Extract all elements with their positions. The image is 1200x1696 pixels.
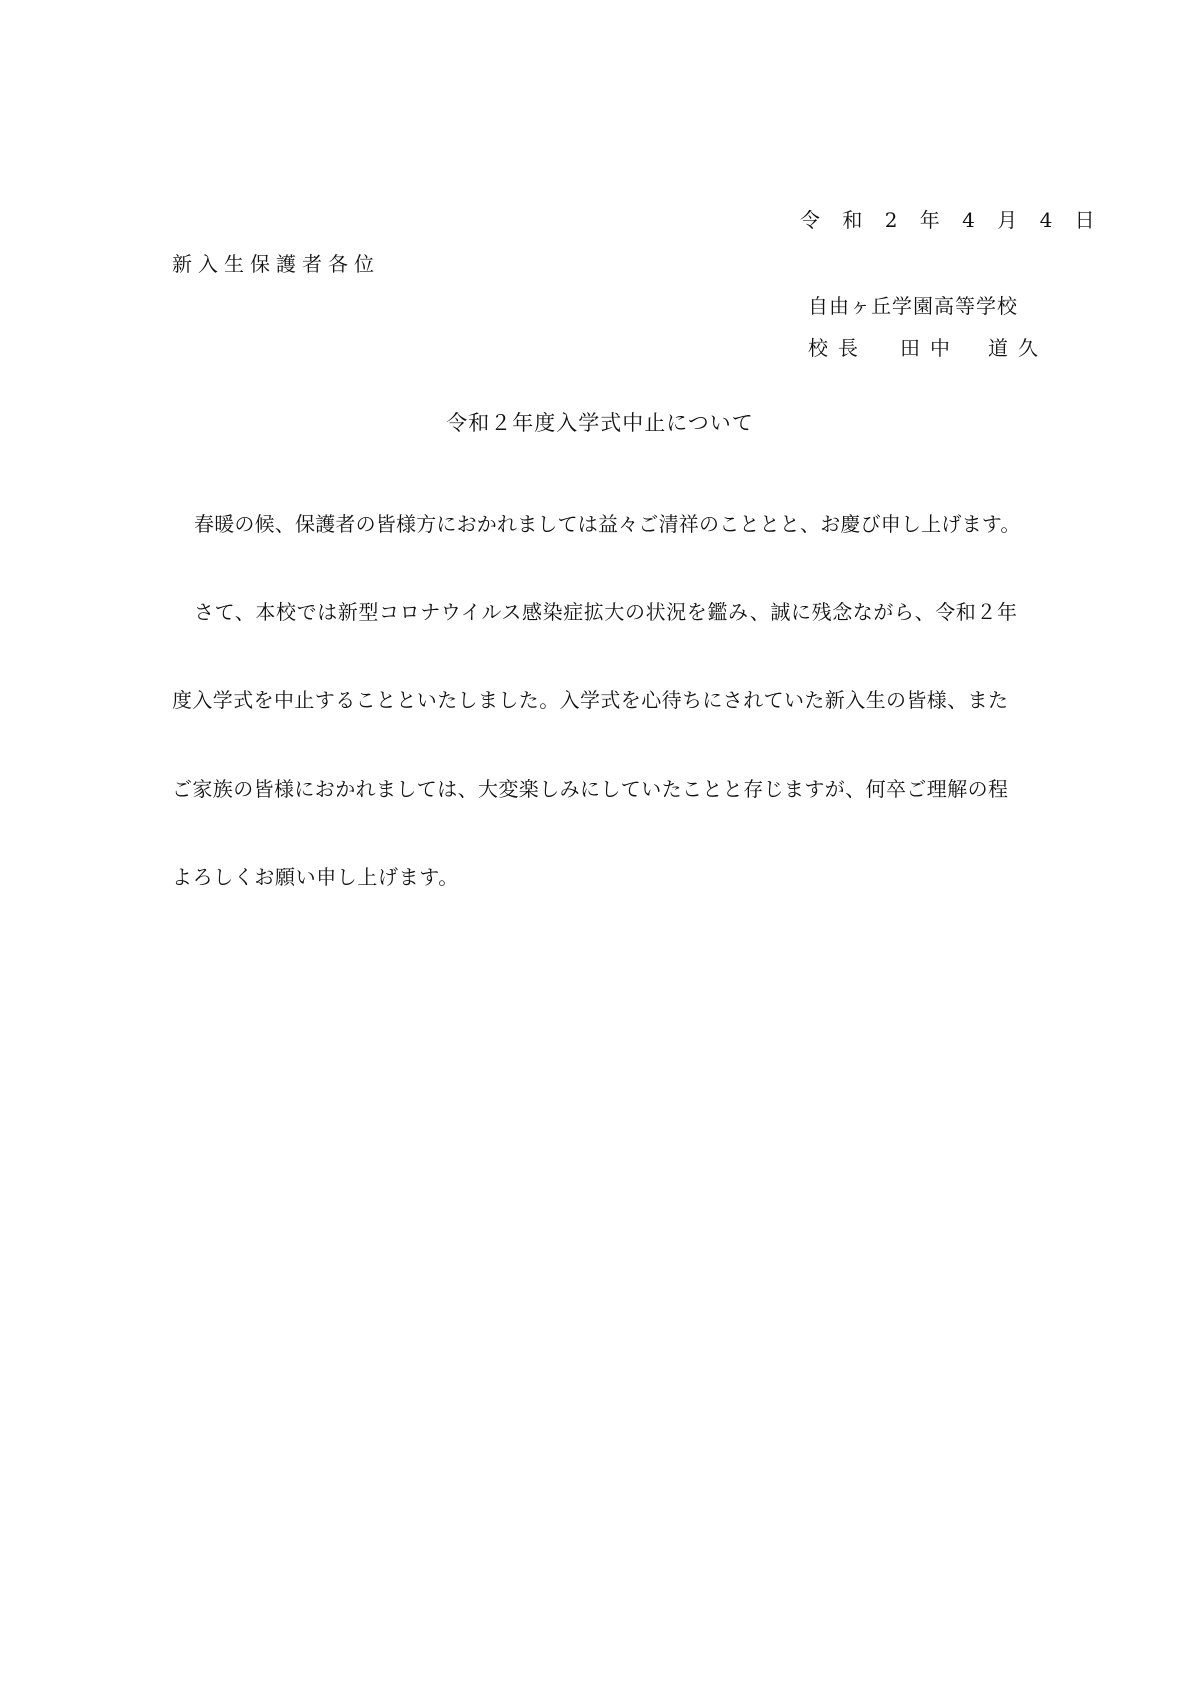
body-line: ご家族の皆様におかれましては、大変楽しみにしていたことと存じますが、何卒ご理解の程 — [172, 777, 1009, 801]
principal-given-name: 道久 — [988, 336, 1048, 360]
recipient-line: 新入生保護者各位 — [172, 252, 380, 276]
date-line: 令 和 2 年 4 月 4 日 — [800, 208, 1103, 232]
principal-title: 校長 — [808, 336, 868, 360]
principal-signature — [808, 336, 1048, 360]
greeting-paragraph: 春暖の候、保護者の皆様方におかれましては益々ご清祥のこととと、お慶び申し上げます。 — [194, 512, 1021, 536]
document-title: 令和２年度入学式中止について — [446, 411, 754, 435]
body-line: 度入学式を中止することといたしました。入学式を心待ちにされていた新入生の皆様、また — [172, 688, 1009, 712]
principal-family-name: 田中 — [900, 336, 960, 360]
body-line: よろしくお願い申し上げます。 — [172, 865, 459, 889]
body-line: さて、本校では新型コロナウイルス感染症拡大の状況を鑑み、誠に残念ながら、令和２年 — [194, 600, 1018, 624]
school-name: 自由ヶ丘学園高等学校 — [808, 294, 1018, 318]
